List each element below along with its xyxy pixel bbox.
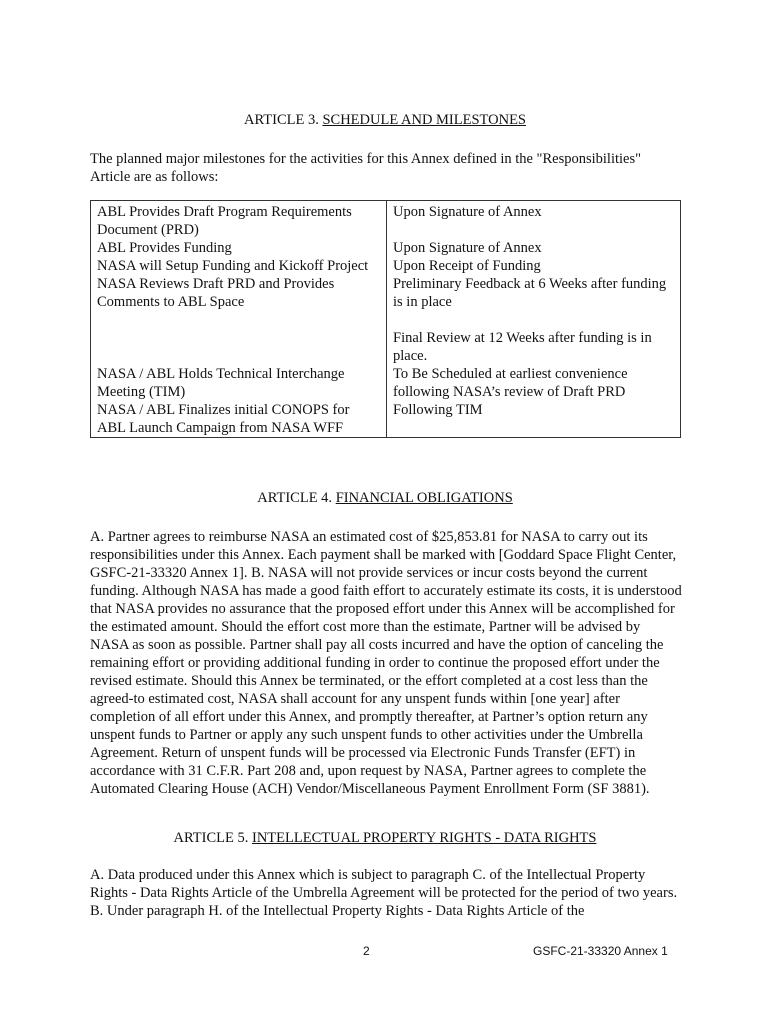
milestone-timing-part: Final Review at 12 Weeks after funding is in place. [393,330,652,364]
article-3-intro: The planned major milestones for the activities for this Annex defined in the "Responsibilities" Article are as follows: [90,151,642,185]
milestone-timing: Following TIM [387,401,681,438]
article-5-heading: ARTICLE 5. INTELLECTUAL PROPERTY RIGHTS - DATA RIGHTS [173,830,597,846]
article-5-body: A. Data produced under this Annex which is subject to paragraph C. of the Intellectual Property Rights - Data Rights Article of the Umbrella Agreement will be protected for the period of two years. B. Under paragraph H. of the Intellectual Property Rights - Data Rights Article of the [90,867,678,919]
milestone-activity: ABL Provides Draft Program Requirements Document (PRD) [91,201,387,240]
milestones-table [90,200,681,438]
milestone-timing: To Be Scheduled at earliest convenience following NASA’s review of Draft PRD [387,365,681,401]
milestone-activity: ABL Provides Funding [91,239,387,257]
document-id: GSFC-21-33320 Annex 1 [533,944,668,958]
table-row [91,275,681,365]
table-row [91,201,681,240]
article-4-body: A. Partner agrees to reimburse NASA an estimated cost of $25,853.81 for NASA to carry out its responsibilities under this Annex. Each payment shall be marked with [Goddard Space Flight Center, GSFC-21-33320 Annex 1]. B. NASA will not provide services or incur costs beyond the current funding. Although NASA has made a good faith effort to accurately estimate its costs, it is understood that NASA provides no assurance that the proposed effort under this Annex will be accomplished for the estimated amount. Should the effort cost more than the estimate, Partner will be advised by NASA as soon as possible. Partner shall pay all costs incurred and have the option of canceling the remaining effort or providing additional funding in order to continue the proposed effort under the revised estimate. Should this Annex be terminated, or the effort completed at a cost less than the agreed-to estimated cost, NASA shall account for any unspent funds within [one year] after completion of all effort under this Annex, and promptly thereafter, at Partner’s option return any unspent funds to Partner or apply any such unspent funds to other activities under the Umbrella Agreement. Return of unspent funds will be processed via Electronic Funds Transfer (EFT) in accordance with 31 C.F.R. Part 208 and, upon request by NASA, Partner agrees to complete the Automated Clearing House (ACH) Vendor/Miscellaneous Payment Enrollment Form (SF 3881). [90,529,682,797]
milestone-activity: NASA will Setup Funding and Kickoff Project [91,257,387,275]
milestone-timing-part: Preliminary Feedback at 6 Weeks after funding is in place [393,276,667,310]
milestone-timing: Upon Signature of Annex [387,201,681,240]
article-4-heading: ARTICLE 4. FINANCIAL OBLIGATIONS [257,490,513,506]
table-row [91,401,681,438]
table-row [91,257,681,275]
page-number: 2 [363,944,370,958]
milestone-timing: Upon Receipt of Funding [387,257,681,275]
table-row [91,365,681,401]
milestone-activity: NASA / ABL Holds Technical Interchange Meeting (TIM) [91,365,387,401]
milestone-timing [387,275,681,365]
milestone-timing: Upon Signature of Annex [387,239,681,257]
table-row [91,239,681,257]
article-3-heading: ARTICLE 3. SCHEDULE AND MILESTONES [243,112,526,128]
milestone-activity: NASA / ABL Finalizes initial CONOPS for ABL Launch Campaign from NASA WFF [91,401,387,438]
milestone-activity: NASA Reviews Draft PRD and Provides Comments to ABL Space [91,275,387,365]
